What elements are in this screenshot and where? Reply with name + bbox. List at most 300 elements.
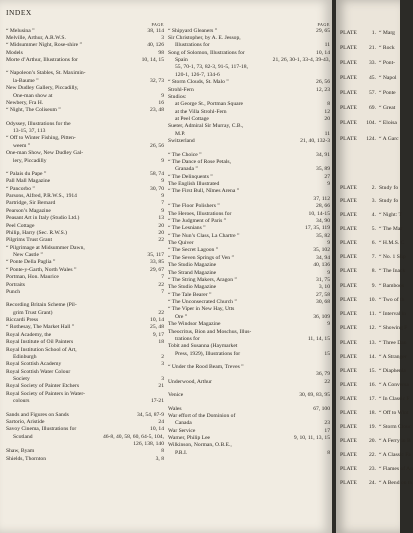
index-entry xyxy=(168,392,330,399)
index-entry xyxy=(6,171,164,178)
index-entry xyxy=(6,289,164,296)
plate-number: 12. xyxy=(369,325,376,331)
entry-term: “ Under the Rood Beam, Treves ” xyxy=(168,364,244,371)
entry-term: Savoy Cinema, Illustrations for xyxy=(6,426,77,433)
entry-term: “ The Viper in New Hay, Utts xyxy=(168,306,235,313)
plate-label: PLATE xyxy=(340,368,357,374)
index-entry xyxy=(6,70,164,77)
index-entry xyxy=(168,277,330,284)
entry-pages: 7 xyxy=(161,274,164,281)
entry-pages: 30, 68 xyxy=(316,299,330,306)
index-entry xyxy=(168,450,330,457)
plate-entry xyxy=(336,396,410,402)
entry-pages: 34, 90 xyxy=(316,217,330,224)
entry-term: One-man show at xyxy=(13,92,53,99)
plate-title: “ Two of th xyxy=(379,297,405,303)
entry-term: “ Melusina ” xyxy=(6,27,35,34)
index-entry xyxy=(168,50,330,57)
entry-term: “ The Secret Lagoon ” xyxy=(168,247,219,254)
entry-pages: 10, 14, 15 xyxy=(141,57,164,64)
entry-term: trations for xyxy=(175,335,200,342)
index-entry xyxy=(6,267,164,274)
entry-pages: 34, 54, 87-9 xyxy=(136,411,164,418)
entry-pages: 25, 48 xyxy=(150,324,164,331)
plate-number: 21. xyxy=(369,45,376,51)
plate-label: PLATE xyxy=(340,75,357,81)
entry-pages: 37, 112 xyxy=(313,195,330,202)
index-entry xyxy=(6,223,164,230)
entry-pages: 26, 56 xyxy=(316,79,330,86)
entry-pages: 9 xyxy=(161,157,164,164)
index-entry xyxy=(6,193,164,200)
entry-pages: 36, 109 xyxy=(313,313,330,320)
entry-term: Wilkinson, Norman, O.B.E., xyxy=(168,442,232,449)
entry-pages: 34, 94 xyxy=(316,254,330,261)
entry-term: Pall Mall Magazine xyxy=(6,178,51,185)
entry-term: “ Rothesay, The Market Hall ” xyxy=(6,324,75,331)
index-entry xyxy=(6,434,164,441)
index-entry xyxy=(168,270,330,277)
plate-title: “ A Classic Fa xyxy=(379,452,411,458)
entry-term: Strohl-Fern xyxy=(168,86,194,93)
entry-pages: 18 xyxy=(158,339,164,346)
plate-title: “ Eloisa xyxy=(379,120,397,126)
plate-label: PLATE xyxy=(340,466,357,472)
index-entry xyxy=(6,107,164,114)
entry-term: “ The Floor Polishers ” xyxy=(168,203,220,210)
entry-pages: 9 xyxy=(327,181,330,188)
entry-term: Theocritus, Bion and Moschus, Illus- xyxy=(168,328,252,335)
entry-pages: 7 xyxy=(161,288,164,295)
index-entry xyxy=(168,174,330,181)
entry-term: Partridge, Sir Bernard xyxy=(6,200,56,207)
entry-term: Royal Academy, the xyxy=(6,331,52,338)
entry-pages: 8 xyxy=(327,101,330,108)
entry-term: Ore ” xyxy=(175,313,188,320)
entry-pages: 35, 117 xyxy=(147,252,164,259)
entry-term: Royal Institution School of Art, xyxy=(6,346,77,353)
index-entry xyxy=(168,413,330,420)
entry-pages: 2 xyxy=(161,353,164,360)
entry-term: colours xyxy=(13,398,30,405)
index-entry xyxy=(6,230,164,237)
plate-label: PLATE xyxy=(340,268,357,274)
index-entry xyxy=(168,188,330,195)
entry-pages: 22 xyxy=(158,237,164,244)
index-entry xyxy=(6,354,164,361)
entry-term: weem ” xyxy=(13,142,31,149)
entry-term: Sir Christopher, by A. E. Jessop, xyxy=(168,34,241,41)
index-entry xyxy=(168,166,330,173)
entry-pages: 30, 70 xyxy=(150,185,164,192)
entry-pages: 126, 138, 140 xyxy=(133,441,164,448)
plate-entry xyxy=(336,105,395,111)
index-entry xyxy=(6,448,164,455)
index-entry xyxy=(168,233,330,240)
entry-pages: 8 xyxy=(327,449,330,456)
plate-title: “ A Stranger xyxy=(379,354,407,360)
index-entry xyxy=(6,383,164,390)
plate-entry xyxy=(336,340,407,346)
entry-term: “ Storm Clouds, St. Malo ” xyxy=(168,79,229,86)
entry-term: Press, 1929), Illustrations for xyxy=(175,350,241,357)
plate-number: 23. xyxy=(369,466,376,472)
plate-number: 19. xyxy=(369,424,376,430)
entry-pages: 11 xyxy=(324,130,330,137)
entry-term: “ The Tale Bearer ” xyxy=(168,291,212,298)
index-entry xyxy=(168,371,330,378)
entry-term: Riccardi Press xyxy=(6,317,39,324)
index-entry xyxy=(6,178,164,185)
entry-pages: 67, 100 xyxy=(313,405,330,412)
index-entry xyxy=(6,200,164,207)
entry-pages: 21, 40, 132-3 xyxy=(300,138,330,145)
entry-pages: 21 xyxy=(158,383,164,390)
plate-number: 4. xyxy=(371,212,376,218)
entry-term: lery, Piccadilly xyxy=(13,157,47,164)
entry-pages: 36, 79 xyxy=(316,371,330,378)
entry-term: Models xyxy=(6,49,23,56)
entry-term: Underwood, Arthur xyxy=(168,378,212,385)
plate-entry xyxy=(336,90,396,96)
plate-number: 11. xyxy=(369,311,376,317)
plate-entry xyxy=(336,368,406,374)
index-entry xyxy=(168,123,330,130)
entry-term: Society xyxy=(13,376,30,383)
entry-term: Peasant Art in Italy (Studio Ltd.) xyxy=(6,215,80,222)
entry-term: Warner, Philip Lee xyxy=(168,435,211,442)
entry-pages: 40, 136 xyxy=(313,262,330,269)
plate-title: “ Off to Wint xyxy=(379,410,409,416)
index-entry xyxy=(168,87,330,94)
entry-pages: 32, 73 xyxy=(150,77,164,84)
entry-term: Venice xyxy=(168,392,184,399)
entry-term: “ The Choice ” xyxy=(168,151,202,158)
plate-title: “ Napol xyxy=(379,75,397,81)
index-entry xyxy=(6,28,164,35)
plate-title: “ A Ferry in B xyxy=(379,438,411,444)
entry-pages: 9 xyxy=(161,178,164,185)
plate-label: PLATE xyxy=(340,438,357,444)
entry-pages: 29, 67 xyxy=(150,266,164,273)
index-entry xyxy=(6,302,164,309)
index-entry xyxy=(6,143,164,150)
plate-entry xyxy=(336,30,395,36)
entry-term: at Peel Cottage xyxy=(175,116,209,123)
entry-term: “ The Dance of Rose Petals, xyxy=(168,158,231,165)
index-entry xyxy=(6,50,164,57)
index-entry xyxy=(168,57,330,64)
index-entry xyxy=(168,329,330,336)
entry-term: The Quiver xyxy=(168,240,194,247)
index-entry xyxy=(168,101,330,108)
plate-title: “ Ponte xyxy=(379,90,396,96)
entry-pages: 3 xyxy=(161,34,164,41)
plate-number: 1. xyxy=(371,30,376,36)
index-entry xyxy=(6,85,164,92)
entry-term: “ The Judgment of Paris ” xyxy=(168,217,227,224)
plate-label: PLATE xyxy=(340,105,357,111)
plate-label: PLATE xyxy=(340,198,357,204)
plate-title: “ No. 1 Slip xyxy=(379,254,406,260)
entry-term: 55, 70-1, 73, 82-3, 91-5, 117-18, xyxy=(175,64,248,71)
entry-pages: 21, 26, 30-1, 33-4, 39-43, xyxy=(272,57,330,64)
plate-number: 7. xyxy=(371,254,376,260)
entry-term: Song of Solomon, Illustrations for xyxy=(168,49,245,56)
entry-pages: 9 xyxy=(327,269,330,276)
plate-label: PLATE xyxy=(340,452,357,458)
entry-term: The Strand Magazine xyxy=(168,269,217,276)
index-entry xyxy=(6,456,164,463)
plate-entry xyxy=(336,325,407,331)
plate-entry xyxy=(336,45,395,51)
index-entry xyxy=(6,441,164,448)
plate-title: “ Storm Clouc xyxy=(379,424,412,430)
entry-term: Studios: xyxy=(168,93,187,100)
plate-entry xyxy=(336,382,409,388)
plate-label: PLATE xyxy=(340,240,357,246)
index-entry xyxy=(6,282,164,289)
entry-term: “ Pilgrimage at Midsummer Dawn, xyxy=(6,244,85,251)
entry-term: Pilgrims Trust Grant xyxy=(6,237,53,244)
entry-pages: 22 xyxy=(158,281,164,288)
entry-term: Newbery, Fra H. xyxy=(6,99,44,106)
plate-label: PLATE xyxy=(340,354,357,360)
plate-label: PLATE xyxy=(340,283,357,289)
entry-pages: 38, 114 xyxy=(147,27,164,34)
entry-pages: 10, 14 xyxy=(316,49,330,56)
entry-term: “ The First Bull, Nîmes Arena ” xyxy=(168,188,240,195)
entry-pages: 12, 23 xyxy=(316,86,330,93)
index-entry xyxy=(168,131,330,138)
entry-term: “ The Seven Springs of Ven ” xyxy=(168,254,234,261)
plate-title: “ Showing F xyxy=(379,325,408,331)
entry-term: grim Trust Grant) xyxy=(13,309,53,316)
entry-term: Morte d’Arthur, Illustrations for xyxy=(6,57,78,64)
entry-term: “ The Lesnians ” xyxy=(168,225,206,232)
plate-title: “ A Bend on th xyxy=(379,480,413,486)
plate-label: PLATE xyxy=(340,45,357,51)
entry-term: Portraits xyxy=(6,281,25,288)
entry-term: “ The String Makers, Aragon ” xyxy=(168,276,237,283)
index-entry xyxy=(168,255,330,262)
plate-label: PLATE xyxy=(340,136,357,142)
plate-label: PLATE xyxy=(340,311,357,317)
plate-title: “ Great xyxy=(379,105,396,111)
entry-pages: 35, 89 xyxy=(316,166,330,173)
plate-label: PLATE xyxy=(340,396,357,402)
entry-term: Philip, Harry (Sec. R.W.S.) xyxy=(6,229,68,236)
plate-entry xyxy=(336,466,413,472)
entry-term: “ Pancorbo ” xyxy=(6,185,35,192)
entry-term: The Windsor Magazine xyxy=(168,321,221,328)
entry-term: “ Night, The Coliseum ” xyxy=(6,107,61,114)
entry-pages: 13 xyxy=(158,215,164,222)
plate-entry xyxy=(336,60,395,66)
entry-term: “ Midsummer Night, Rose-shire ” xyxy=(6,42,82,49)
entry-term: “ The Nun’s Class, La Chartre ” xyxy=(168,232,240,239)
index-entry xyxy=(6,150,164,157)
index-entry xyxy=(6,78,164,85)
index-entry xyxy=(6,398,164,405)
index-entry xyxy=(168,306,330,313)
entry-term: “ Ponte-y-Garth, North Wales ” xyxy=(6,266,77,273)
plate-title: “ Marg xyxy=(379,30,395,36)
entry-term: The Studio Magazine xyxy=(168,262,217,269)
entry-pages: 26, 56 xyxy=(150,142,164,149)
index-entry xyxy=(6,93,164,100)
plate-number: 9. xyxy=(371,283,376,289)
plate-number: 33. xyxy=(369,60,376,66)
plate-title: “ The Mar xyxy=(379,226,403,232)
plate-title: “ The Inack xyxy=(379,268,406,274)
index-entry xyxy=(6,245,164,252)
index-entry xyxy=(6,412,164,419)
index-entry xyxy=(168,159,330,166)
index-entry xyxy=(6,57,164,64)
index-entry xyxy=(6,324,164,331)
plate-entry xyxy=(336,120,397,126)
entry-pages: 22 xyxy=(324,378,330,385)
entry-term: Granada ” xyxy=(175,166,198,173)
entry-pages: 9 xyxy=(161,207,164,214)
entry-term: Sueter, Admiral Sir Murray, C.B., xyxy=(168,123,244,130)
entry-term: Melville, Arthur, A.R.W.S. xyxy=(6,34,66,41)
entry-pages: 15 xyxy=(324,350,330,357)
index-entry xyxy=(6,310,164,317)
index-entry xyxy=(168,442,330,449)
entry-pages: 23 xyxy=(324,420,330,427)
entry-term: Recording Britain Scheme (Pil- xyxy=(6,302,77,309)
entry-term: Shaw, Byam xyxy=(6,448,35,455)
entry-pages: 20 xyxy=(158,229,164,236)
entry-pages: 17, 35, 119 xyxy=(305,225,330,232)
plate-entry xyxy=(336,240,404,246)
plate-entry xyxy=(336,438,411,444)
plate-entry xyxy=(336,480,412,486)
right-page-plate-list xyxy=(336,0,413,533)
entry-pages: 46-8, 40, 58, 60, 64-5, 104, xyxy=(102,433,164,440)
entry-term: Royal Scottish Academy xyxy=(6,361,62,368)
entry-term: One-man Show, New Dudley Gal- xyxy=(6,150,84,157)
index-entry xyxy=(168,138,330,145)
plate-entry xyxy=(336,198,398,204)
entry-pages: 20 xyxy=(158,222,164,229)
entry-pages: 3, 10 xyxy=(318,284,330,291)
entry-term: Sartorio, Aristide xyxy=(6,418,45,425)
entry-term: Pearson’s Magazine xyxy=(6,207,51,214)
plate-label: PLATE xyxy=(340,60,357,66)
entry-term: Odyssey, Illustrations for the xyxy=(6,120,71,127)
plate-number: 24. xyxy=(369,480,376,486)
entry-pages: 23, 48 xyxy=(150,107,164,114)
index-entry xyxy=(6,158,164,165)
plate-number: 45. xyxy=(369,75,376,81)
plate-entry xyxy=(336,297,404,303)
entry-pages: 27 xyxy=(324,173,330,180)
entry-pages: 22 xyxy=(158,309,164,316)
entry-pages: 20 xyxy=(324,116,330,123)
plate-number: 13. xyxy=(369,340,376,346)
entry-pages: 10, 14 xyxy=(150,426,164,433)
plate-title: “ Bamboos xyxy=(379,283,405,289)
index-entry xyxy=(168,247,330,254)
entry-term: Royal Society of Painters in Water- xyxy=(6,390,86,397)
plate-number: 6. xyxy=(371,240,376,246)
plate-entry xyxy=(336,136,399,142)
index-entry xyxy=(168,116,330,123)
plate-entry xyxy=(336,424,411,430)
entry-term: New Castle ” xyxy=(13,252,43,259)
plate-number: 10. xyxy=(369,297,376,303)
index-entry xyxy=(6,274,164,281)
entry-pages: 98 xyxy=(158,49,164,56)
plate-title: “ Interval in xyxy=(379,311,407,317)
entry-pages: 12 xyxy=(324,108,330,115)
plate-title: “ In Classic F xyxy=(379,396,410,402)
entry-pages: 7 xyxy=(161,200,164,207)
entry-pages: 30, 69, 83, 95 xyxy=(299,392,330,399)
plate-entry xyxy=(336,75,397,81)
plate-number: 69. xyxy=(369,105,376,111)
entry-term: at George St., Portman Square xyxy=(175,101,243,108)
plate-number: 22. xyxy=(369,452,376,458)
entry-pages: 10, 14-15 xyxy=(308,210,330,217)
index-entry xyxy=(168,211,330,218)
plate-entry xyxy=(336,354,407,360)
index-entry xyxy=(6,135,164,142)
entry-term: 13-15, 37, 113 xyxy=(13,128,46,135)
entry-term: Scotland xyxy=(13,433,33,440)
plate-number: 2. xyxy=(371,185,376,191)
index-entry xyxy=(6,391,164,398)
entry-term: Wales xyxy=(168,405,182,412)
plate-number: 15. xyxy=(369,368,376,374)
entry-pages: 11, 14, 15 xyxy=(307,335,330,342)
index-entry xyxy=(6,237,164,244)
index-entry xyxy=(6,259,164,266)
plate-number: 5. xyxy=(371,226,376,232)
index-entry xyxy=(168,64,330,71)
entry-term: Tobit and Susanna (Haymarket xyxy=(168,343,238,350)
entry-pages: 9 xyxy=(327,321,330,328)
plate-entry xyxy=(336,410,409,416)
plate-entry xyxy=(336,226,402,232)
entry-term: Shields, Thornton xyxy=(6,455,46,462)
entry-pages: 9 xyxy=(327,240,330,247)
entry-term: “ Palais du Pape ” xyxy=(6,170,47,177)
entry-pages: 29, 65 xyxy=(316,27,330,34)
index-entry xyxy=(168,79,330,86)
entry-term: “ Ponte Della Paglia ” xyxy=(6,259,56,266)
entry-pages: 35, 82 xyxy=(316,232,330,239)
entry-term: Spain xyxy=(175,57,188,64)
entry-term: Peel Cottage xyxy=(6,222,35,229)
plate-entry xyxy=(336,254,406,260)
index-column-2 xyxy=(168,22,330,457)
plate-number: 17. xyxy=(369,396,376,402)
entry-term: “ Shipyard Gleaners ” xyxy=(168,27,218,34)
index-entry xyxy=(168,428,330,435)
index-entry xyxy=(168,152,330,159)
plate-label: PLATE xyxy=(340,410,357,416)
index-column-1 xyxy=(6,22,164,463)
plate-title: Study fo xyxy=(379,198,399,204)
index-entry xyxy=(6,369,164,376)
plate-label: PLATE xyxy=(340,382,357,388)
index-entry xyxy=(168,284,330,291)
entry-pages: 3, 8 xyxy=(155,455,164,462)
